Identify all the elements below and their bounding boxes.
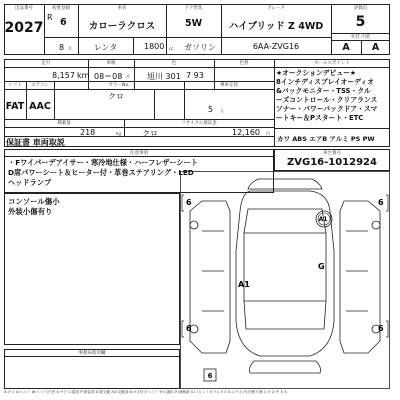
aircon-label: エアコン [31,83,49,88]
color-label: 色 [171,61,177,66]
sales-points: ★オークションデビュー★ 8インチディスプレイオーディオ &バックモニター・TSS・クル ーズコントロール・クリアランス ソナー・パワーバックドア・スマ ートキー＆Pスタート・ETC [276,69,378,122]
footer-legend: A:キズ U:ヘコミ W:ヘコミ/凸凹 S:サビ C:腐食 P:塗装面 X:要交換 XX:交換済 B:キズ付きヘコミ Y:穴/割れ R:補修跡 G:フロントガラスキズ E:エクボ 内:内張り傷 1:小 2:中 3:大 [4,390,288,394]
aircon-value: AAC [29,101,51,112]
chassis-label: 車台番号 [323,151,341,156]
seats-unit: 人 [220,108,224,113]
score-label: 評価点 [353,6,368,11]
month-value: 8 [59,43,65,52]
year-label: 初度登録 [52,6,70,11]
tire-front-right: 6 [378,198,384,207]
grade-label: グレード [267,6,285,11]
displacement-value: 1800 [144,42,165,51]
notes-label: 注意事項 [130,151,148,156]
tire-rear-right: 6 [378,324,384,333]
seats-value: 5 [208,105,214,114]
color-value: クロ [108,92,124,101]
recycle-unit: 円 [266,131,270,136]
color-code-value: クロ [142,129,158,138]
auction-sheet [4,4,396,396]
plate-region: 旭川 301 [147,72,181,81]
doors-label: ドア形状 [184,6,203,11]
mileage-unit: km [77,71,90,80]
map-mark-a1-side: A1 [238,280,250,289]
lot-label: 出品番号 [15,6,33,11]
usage-value: レンタ [93,43,118,52]
inspector-report: コンソール傷小 外装小傷有り [8,197,60,216]
car-name: カローラクロス [88,21,156,32]
car-damage-map [180,171,390,389]
shift-label: シフト [8,83,22,88]
warranty-value: 保証書 車両取説 [6,138,65,147]
month-suffix: 月 [68,46,72,51]
mileage-label: 走行 [41,61,51,66]
model-code: 6AA-ZVG16 [252,42,300,51]
chassis-number: ZVG16-1012924 [287,157,377,168]
era-letter: R [47,13,53,22]
map-mark-a1-roof: A1 [318,216,328,223]
load-unit: kg [116,131,121,136]
fuel-value: ガソリン [184,43,216,52]
inspection-month-suffix: 月 [126,74,130,79]
grade-value: ハイブリッド Z 4WD [228,21,324,32]
load-value: 218 [80,128,96,137]
map-mark-g: G [318,262,325,271]
equipment-value: カワ ABS エアB アルミ PS PW [277,135,375,143]
load-label: 積載量 [57,121,71,126]
color-code-label: カラーNo. [108,83,130,88]
car-name-label: 車名 [117,6,127,11]
exterior-grade: A [342,42,350,53]
shift-value: FAT [5,101,25,112]
score-value: 5 [355,14,366,30]
tire-rear-left: 6 [186,324,192,333]
plate-number: 7 93 [186,71,204,80]
inspection-label: 車検 [106,61,116,66]
cc-unit: cc [169,46,174,51]
recycle-label: リサイクル預託金 [181,121,217,126]
notes-text: ・Fワイパーデアイサー・寒冷地仕様・ハーフレザーシート D席パワーシート＆ヒーター付・革巻ステアリング・LED ヘッドランプ [8,158,198,187]
ext-int-label: 外装 内装 [350,35,371,40]
tire-front-left: 6 [186,198,192,207]
doors-value: 5W [184,18,203,29]
inspection-date: 08＝08 [94,72,123,81]
spare-tire: 6 [207,372,213,380]
interior-grade: A [371,42,380,53]
lot-number: 2027 [4,20,44,36]
seats-label: 乗車定員 [220,83,238,88]
color-no-label: 色替 [239,61,249,66]
year-value: 6 [60,17,67,28]
recycle-fee: 12,160 [232,128,260,137]
options-label: セールスポイント [314,61,350,66]
mileage-value: 8,157 [52,71,75,80]
dealer-memo-label: 事務局使用欄 [78,351,106,356]
